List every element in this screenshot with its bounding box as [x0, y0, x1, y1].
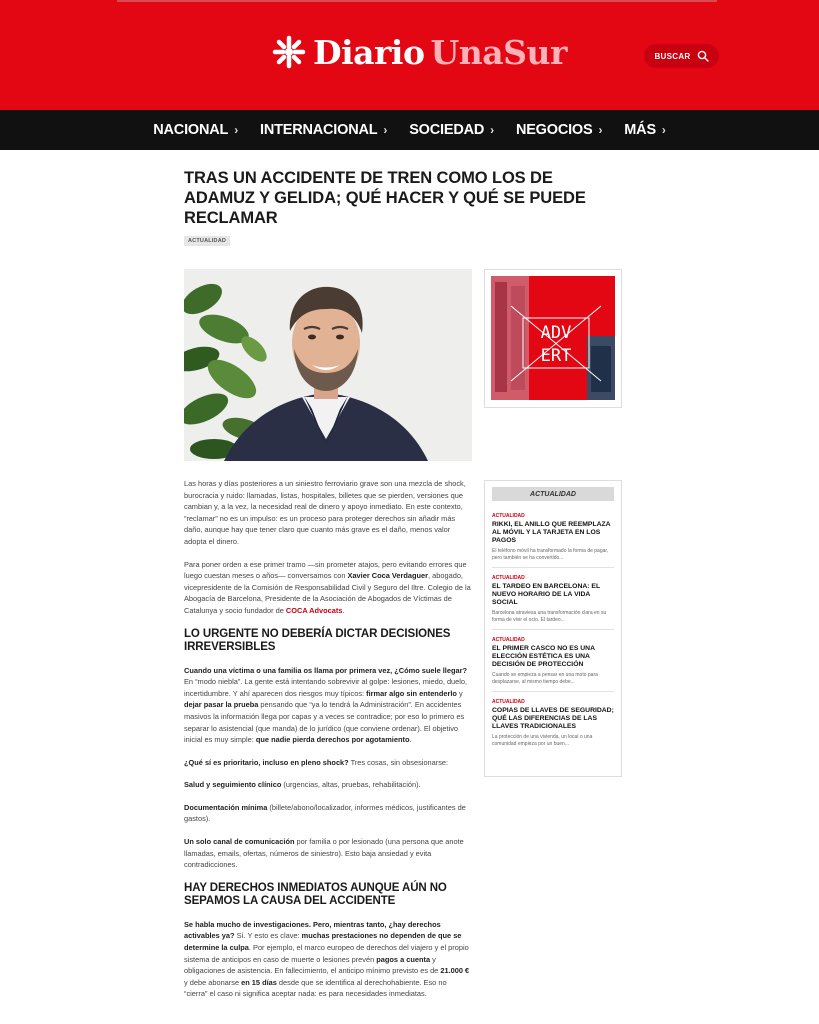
emphasis: dejar pasar la prueba — [184, 700, 259, 710]
article-title: TRAS UN ACCIDENTE DE TREN COMO LOS DE ADAMUZ Y GELIDA; QUÉ HACER Y QUÉ SE PUEDE RECLAMAR — [184, 169, 586, 227]
paragraph — [184, 757, 472, 769]
nav-item-sociedad[interactable] — [409, 122, 494, 138]
news-category: ACTUALIDAD — [492, 575, 525, 581]
news-item[interactable] — [492, 513, 614, 568]
chevron-right-icon: › — [490, 123, 494, 137]
portrait-photo — [184, 269, 472, 461]
text: Las horas y días posteriores a un siniestro ferroviario grave son una mezcla de shock, burocracia y ruido: llamadas, listas, hospitales, billetes que se pierden, versiones que cambian y, a la vez, la necesidad real de dinero y apoyo inmediato. En este contexto, “reclamar” no es un impulso: es un proceso para proteger derechos sin añadir más daño, aunque hay que tener claro que cuanto más grave es el daño, menos valor adopta el dinero. — [184, 479, 466, 546]
nav-label: NEGOCIOS — [515, 122, 593, 138]
emphasis: que nadie pierda derechos por agotamiento — [255, 735, 410, 745]
paragraph — [184, 478, 472, 548]
news-excerpt: Barcelona atraviesa una transformación clara en su forma de vivir el ocio. El tardeo... — [492, 610, 607, 623]
news-title[interactable]: COPIAS DE LLAVES DE SEGURIDAD; QUÉ LAS DIFERENCIAS DE LAS LLAVES TRADICIONALES — [492, 707, 614, 730]
emphasis: Un solo canal de comunicación — [184, 837, 295, 847]
nav-item-mas[interactable] — [624, 122, 665, 138]
text: . Por ejemplo, el marco europeo de derechos del viajero y el propio sistema de anticipos en caso de muerte o lesiones prevén — [184, 943, 469, 964]
news-widget-heading: ACTUALIDAD — [492, 487, 614, 501]
text: y obligaciones de asistencia. En fallecimiento, el anticipo mínimo previsto es de — [184, 954, 441, 976]
news-excerpt: La protección de una vivienda, un local o una comunidad empieza por un buen... — [492, 734, 593, 747]
question: ¿Qué sí es prioritario, incluso en pleno shock? — [184, 757, 349, 767]
news-category: ACTUALIDAD — [492, 699, 525, 705]
emphasis: muchas prestaciones no dependen de que se determine la culpa — [184, 931, 462, 953]
author-name: Xavier Coca Verdaguer — [347, 571, 429, 581]
article-hero-image — [184, 269, 472, 461]
news-title[interactable]: EL PRIMER CASCO NO ES UNA ELECCIÓN ESTÉTICA ES UNA DECISIÓN DE PROTECCIÓN — [492, 645, 595, 668]
text: desde que se identifica al derechohabiente. Eso no “cierra” el caso ni significa aceptar nada: es para necesidades inmediatas. — [184, 977, 447, 999]
logo-sun-icon — [271, 34, 307, 70]
news-category: ACTUALIDAD — [492, 513, 525, 519]
site-header — [0, 0, 819, 110]
text: En “modo niebla”. La gente está intentando sobrevivir al golpe: lesiones, miedo, duelo, incertidumbre. Y ahí aparecen dos riesgos muy típicos: — [184, 677, 468, 698]
text: (urgencias, altas, pruebas, rehabilitación). — [281, 780, 421, 790]
chevron-right-icon: › — [383, 123, 388, 137]
emphasis: firmar algo sin entenderlo — [366, 688, 457, 698]
text: pensando que “ya lo tendrá la Administración”. En accidentes masivos la información llega por capas y a veces se contradice; por eso lo primero es separar lo asistencial (que manda) de lo jurídico (que conviene ordenar). El objetivo inicial es muy simple: — [184, 700, 465, 745]
nav-item-internacional[interactable] — [260, 122, 387, 138]
emphasis: 21.000 € — [440, 966, 470, 976]
header-top-line — [117, 0, 717, 2]
nav-item-nacional[interactable] — [153, 122, 238, 138]
text: y debe abonarse — [184, 977, 242, 987]
sidebar-news-widget — [484, 480, 622, 777]
nav-label: SOCIEDAD — [409, 122, 485, 138]
nav-item-negocios[interactable] — [516, 122, 602, 138]
ad-text-line1: ADV — [540, 323, 572, 343]
emphasis: pagos a cuenta — [376, 954, 431, 964]
paragraph — [184, 836, 472, 871]
paragraph — [184, 665, 472, 746]
article-header — [184, 168, 586, 247]
section-heading: HAY DERECHOS INMEDIATOS AUNQUE AÚN NO SEPAMOS LA CAUSA DEL ACCIDENTE — [184, 881, 447, 908]
news-item[interactable] — [492, 637, 614, 692]
text: (billete/abono/localizador, informes médicos, justificantes de gastos). — [184, 802, 466, 824]
logo-text-unasur: UnaSur — [430, 32, 567, 72]
text: . — [409, 735, 412, 745]
news-item[interactable] — [492, 575, 614, 630]
text: Sí. Y esto es clave: — [234, 931, 302, 941]
paragraph — [184, 559, 472, 617]
emphasis: en 15 días — [241, 977, 277, 987]
text: Tres cosas, sin obsesionarse: — [348, 757, 449, 767]
paragraph — [184, 919, 472, 1000]
nav-label: MÁS — [624, 122, 656, 138]
chevron-right-icon: › — [598, 123, 603, 137]
text: . — [342, 605, 345, 615]
news-excerpt: El teléfono móvil ha transformado la forma de pagar, pero también se ha convertido... — [492, 548, 609, 561]
nav-label: INTERNACIONAL — [259, 122, 378, 138]
advert-graphic — [491, 276, 615, 400]
chevron-right-icon: › — [661, 123, 666, 137]
chevron-right-icon: › — [234, 123, 238, 137]
paragraph — [184, 779, 472, 791]
news-item[interactable] — [492, 699, 614, 753]
ad-text-line2: ERT — [540, 346, 572, 366]
law-firm-link[interactable]: COCA Advocats — [285, 605, 343, 615]
text: por familia o por lesionado (una persona que anote llamadas, emails, ofertas, números de siniestro). Esto baja ansiedad y evita contradicciones. — [184, 837, 464, 870]
article-body — [184, 478, 472, 1011]
news-category: ACTUALIDAD — [492, 637, 525, 643]
text: , abogado, vicepresidente de la Comisión de Responsabilidad Civil y Seguro del Iltre. Colegio de la Abogacía de Barcelona, Presidente de la Asociación de Abogados de Víctimas de Catalunya y socio fundador de — [184, 571, 471, 615]
question: Se habla mucho de investigaciones. Pero, mientras tanto, ¿hay derechos activables ya? — [184, 919, 441, 941]
main-navigation — [0, 110, 819, 150]
ad-banner-image[interactable] — [491, 276, 615, 400]
question: Cuando una víctima o una familia os llama por primera vez, ¿Cómo suele llegar? — [184, 665, 467, 675]
news-excerpt: Cuando se empieza a pensar en una moto para desplazarse, al mismo tiempo debe... — [492, 672, 598, 685]
search-label: BUSCAR — [654, 51, 691, 61]
emphasis: Salud y seguimiento clínico — [184, 780, 282, 790]
news-title[interactable]: EL TARDEO EN BARCELONA: EL NUEVO HORARIO DE LA VIDA SOCIAL — [492, 583, 600, 606]
emphasis: Documentación mínima — [184, 802, 268, 812]
search-icon — [697, 50, 709, 62]
text: Para poner orden a ese primer tramo —sin prometer atajos, pero evitando errores que luego cuestan meses o años— conversamos con — [184, 559, 467, 581]
paragraph — [184, 802, 472, 825]
news-title[interactable]: RIKKI, EL ANILLO QUE REEMPLAZA AL MÓVIL Y LA TARJETA EN LOS PAGOS — [492, 521, 611, 544]
sidebar-ad[interactable] — [484, 269, 622, 408]
logo-text-diario: Diario — [313, 32, 425, 72]
nav-label: NACIONAL — [153, 122, 229, 138]
site-logo[interactable] — [271, 32, 567, 72]
search-button[interactable] — [644, 44, 719, 68]
section-heading: LO URGENTE NO DEBERÍA DICTAR DECISIONES IRREVERSIBLES — [184, 627, 451, 654]
category-tag[interactable]: ACTUALIDAD — [184, 236, 230, 246]
text: y — [456, 688, 463, 698]
